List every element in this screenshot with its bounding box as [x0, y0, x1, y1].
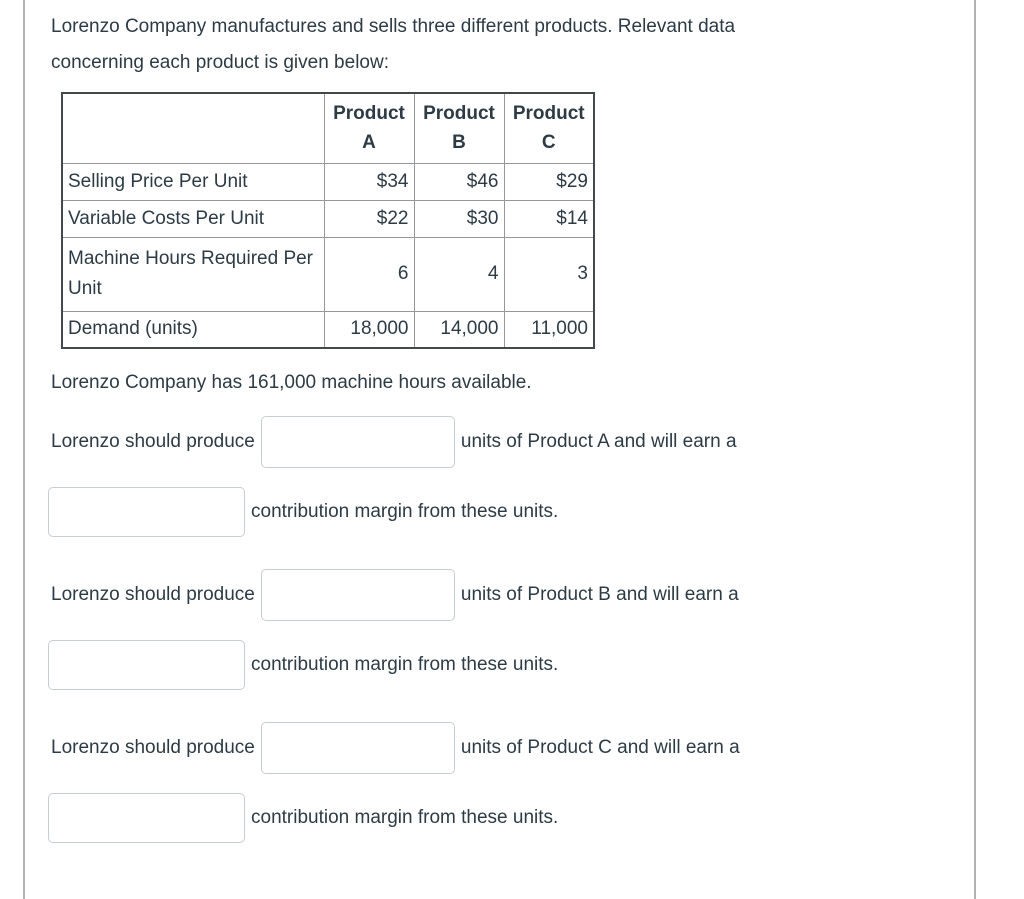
- product-b-units-input[interactable]: [261, 569, 455, 621]
- row-label-machine-hours: Machine Hours Required Per Unit: [62, 237, 324, 311]
- row-label-demand: Demand (units): [62, 311, 324, 348]
- table-cell: $34: [324, 163, 414, 200]
- table-header-product-c: Product C: [504, 93, 594, 163]
- units-suffix-label: units of Product B and will earn a: [460, 584, 739, 605]
- table-row-variable-costs: [62, 200, 594, 237]
- row-label-variable-costs: Variable Costs Per Unit: [62, 200, 324, 237]
- margin-row-product-a: [48, 487, 954, 537]
- table-cell: $22: [324, 200, 414, 237]
- produce-row-product-c: [51, 722, 954, 774]
- product-c-units-input[interactable]: [261, 722, 455, 774]
- question-panel: [23, 0, 976, 899]
- margin-suffix-label: contribution margin from these units.: [251, 501, 559, 522]
- row-label-selling-price: Selling Price Per Unit: [62, 163, 324, 200]
- table-row-machine-hours: [62, 237, 594, 311]
- margin-suffix-label: contribution margin from these units.: [251, 654, 559, 675]
- margin-row-product-c: [48, 793, 954, 843]
- intro-line-2: concerning each product is given below:: [51, 52, 389, 73]
- table-row-selling-price: [62, 163, 594, 200]
- table-cell: 14,000: [414, 311, 504, 348]
- question-block-product-b: [51, 569, 954, 690]
- table-row-demand: [62, 311, 594, 348]
- table-cell: $30: [414, 200, 504, 237]
- intro-line-1: Lorenzo Company manufactures and sells three different products. Relevant data: [51, 16, 736, 37]
- table-cell: $29: [504, 163, 594, 200]
- question-block-product-c: [51, 722, 954, 843]
- intro-paragraph: [51, 9, 954, 81]
- table-cell: $14: [504, 200, 594, 237]
- product-a-units-input[interactable]: [261, 416, 455, 468]
- table-header-product-a: Product A: [324, 93, 414, 163]
- units-suffix-label: units of Product C and will earn a: [460, 737, 740, 758]
- table-header-row: [62, 93, 594, 163]
- table-corner-cell: [62, 93, 324, 163]
- table-header-product-b: Product B: [414, 93, 504, 163]
- table-cell: 6: [324, 237, 414, 311]
- product-c-margin-input[interactable]: [48, 793, 245, 843]
- table-cell: 3: [504, 237, 594, 311]
- produce-row-product-a: [51, 416, 954, 468]
- product-a-margin-input[interactable]: [48, 487, 245, 537]
- table-cell: 4: [414, 237, 504, 311]
- units-suffix-label: units of Product A and will earn a: [460, 431, 737, 452]
- table-cell: $46: [414, 163, 504, 200]
- machine-hours-note: Lorenzo Company has 161,000 machine hours available.: [51, 372, 532, 393]
- question-block-product-a: [51, 416, 954, 537]
- product-b-margin-input[interactable]: [48, 640, 245, 690]
- produce-label: Lorenzo should produce: [51, 584, 255, 605]
- margin-suffix-label: contribution margin from these units.: [251, 807, 559, 828]
- product-data-table: [61, 92, 595, 349]
- table-cell: 18,000: [324, 311, 414, 348]
- table-cell: 11,000: [504, 311, 594, 348]
- produce-row-product-b: [51, 569, 954, 621]
- produce-label: Lorenzo should produce: [51, 431, 255, 452]
- produce-label: Lorenzo should produce: [51, 737, 255, 758]
- margin-row-product-b: [48, 640, 954, 690]
